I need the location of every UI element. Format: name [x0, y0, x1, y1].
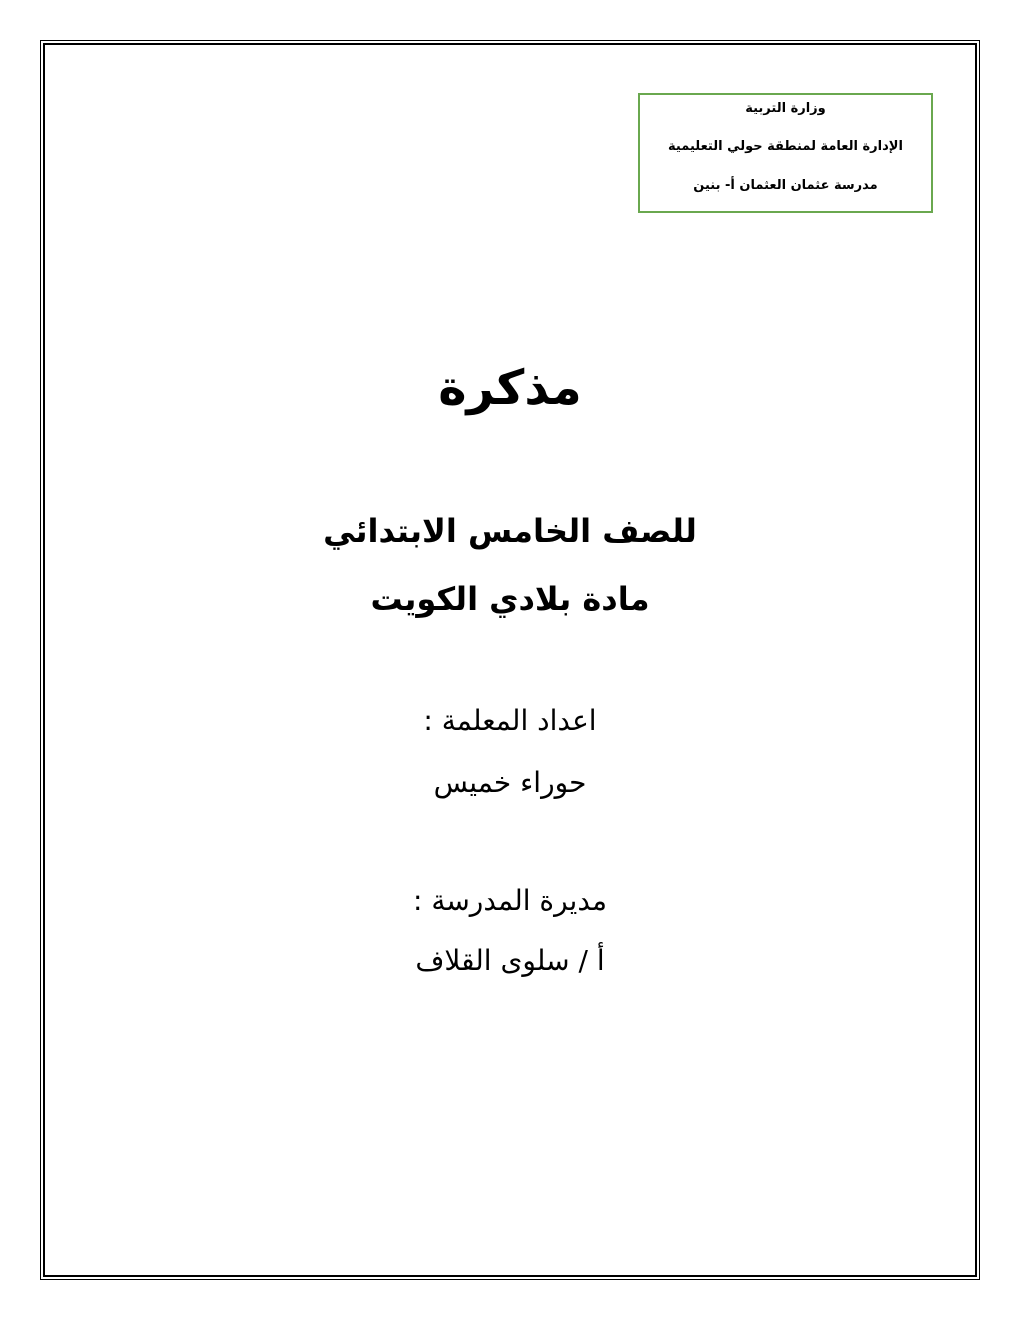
school-info-box: [638, 93, 933, 213]
principal-name: أ / سلوى القلاف: [415, 944, 605, 977]
teacher-label: اعداد المعلمة :: [423, 704, 597, 737]
ministry-name: وزارة التربية: [745, 101, 826, 116]
directorate-name: الإدارة العامة لمنطقة حولي التعليمية: [668, 139, 903, 154]
grade-level: للصف الخامس الابتدائي: [323, 512, 697, 550]
document-title: مذكرة: [438, 360, 582, 416]
school-name: مدرسة عثمان العثمان أ- بنين: [693, 178, 878, 193]
page-border: [40, 40, 980, 1280]
teacher-name: حوراء خميس: [433, 766, 587, 799]
principal-label: مديرة المدرسة :: [412, 884, 608, 917]
subject-name: مادة بلادي الكويت: [370, 580, 650, 618]
